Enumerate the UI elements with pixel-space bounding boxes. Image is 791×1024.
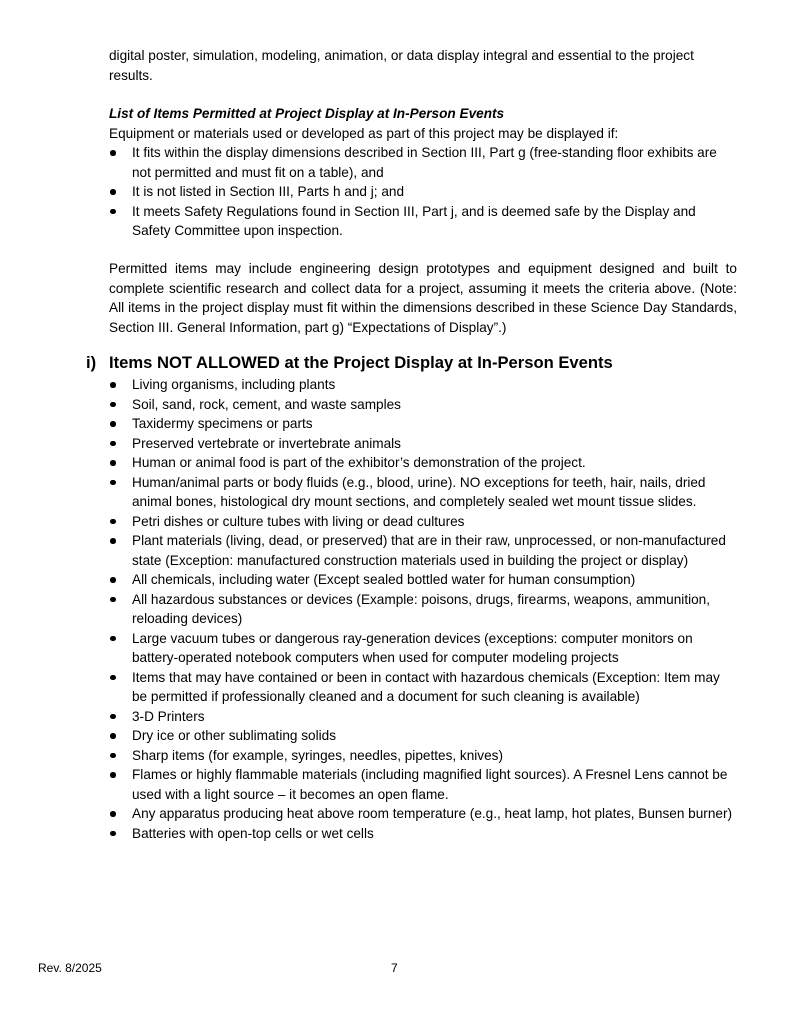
list-item: Any apparatus producing heat above room temperature (e.g., heat lamp, hot plates, Bunsen burner) [109, 804, 737, 824]
list-item: Dry ice or other sublimating solids [109, 726, 737, 746]
list-item: All hazardous substances or devices (Example: poisons, drugs, firearms, weapons, ammunition, reloading devices) [109, 590, 737, 629]
list-item: Plant materials (living, dead, or preserved) that are in their raw, unprocessed, or non-manufactured state (Exception: manufactured construction materials used in building the project or display) [109, 531, 737, 570]
list-item: All chemicals, including water (Except sealed bottled water for human consumption) [109, 570, 737, 590]
permitted-items-intro: Equipment or materials used or developed as part of this project may be displayed if: [109, 125, 619, 141]
continuation-paragraph: digital poster, simulation, modeling, animation, or data display integral and essential to the project results. [109, 48, 694, 83]
permitted-items-note: Permitted items may include engineering design prototypes and equipment designed and built to complete scientific research and collect data for a project, assuming it meets the criteria above. (Note: All items in the project display must fit within the dimensions described in these Science Day Standards, Section III. General Information, part g) “Expectations of Display”.) [109, 261, 737, 335]
page-number: 7 [391, 961, 398, 975]
permitted-items-heading: List of Items Permitted at Project Display at In-Person Events [109, 106, 505, 121]
list-item: Sharp items (for example, syringes, needles, pipettes, knives) [109, 746, 737, 766]
not-allowed-list [109, 375, 737, 843]
list-item: Taxidermy specimens or parts [109, 414, 737, 434]
section-heading [86, 352, 746, 374]
list-item: Batteries with open-top cells or wet cells [109, 824, 737, 844]
permitted-items-block [109, 104, 737, 241]
permitted-criteria-list [109, 143, 737, 241]
section-letter: i) [86, 353, 97, 372]
footer-revision: Rev. 8/2025 [38, 961, 102, 975]
list-item: Preserved vertebrate or invertebrate animals [109, 434, 737, 454]
list-item: Large vacuum tubes or dangerous ray-generation devices (exceptions: computer monitors on battery-operated notebook computers when used for computer modeling projects [109, 629, 737, 668]
list-item: Items that may have contained or been in contact with hazardous chemicals (Exception: Item may be permitted if professionally cleaned and a document for such cleaning is available) [109, 668, 737, 707]
list-item: Flames or highly flammable materials (including magnified light sources). A Fresnel Lens cannot be used with a light source – it becomes an open flame. [109, 765, 737, 804]
list-item: It meets Safety Regulations found in Section III, Part j, and is deemed safe by the Display and Safety Committee upon inspection. [109, 202, 737, 241]
section-title: Items NOT ALLOWED at the Project Display at In-Person Events [109, 353, 613, 372]
list-item: Human/animal parts or body fluids (e.g., blood, urine). NO exceptions for teeth, hair, nails, dried animal bones, histological dry mount sections, and completely sealed wet mount tissue slides. [109, 473, 737, 512]
list-item: Human or animal food is part of the exhibitor’s demonstration of the project. [109, 453, 737, 473]
list-item: 3-D Printers [109, 707, 737, 727]
list-item: It is not listed in Section III, Parts h and j; and [109, 182, 737, 202]
list-item: Petri dishes or culture tubes with living or dead cultures [109, 512, 737, 532]
list-item: It fits within the display dimensions described in Section III, Part g (free-standing floor exhibits are not permitted and must fit on a table), and [109, 143, 737, 182]
list-item: Living organisms, including plants [109, 375, 737, 395]
list-item: Soil, sand, rock, cement, and waste samples [109, 395, 737, 415]
